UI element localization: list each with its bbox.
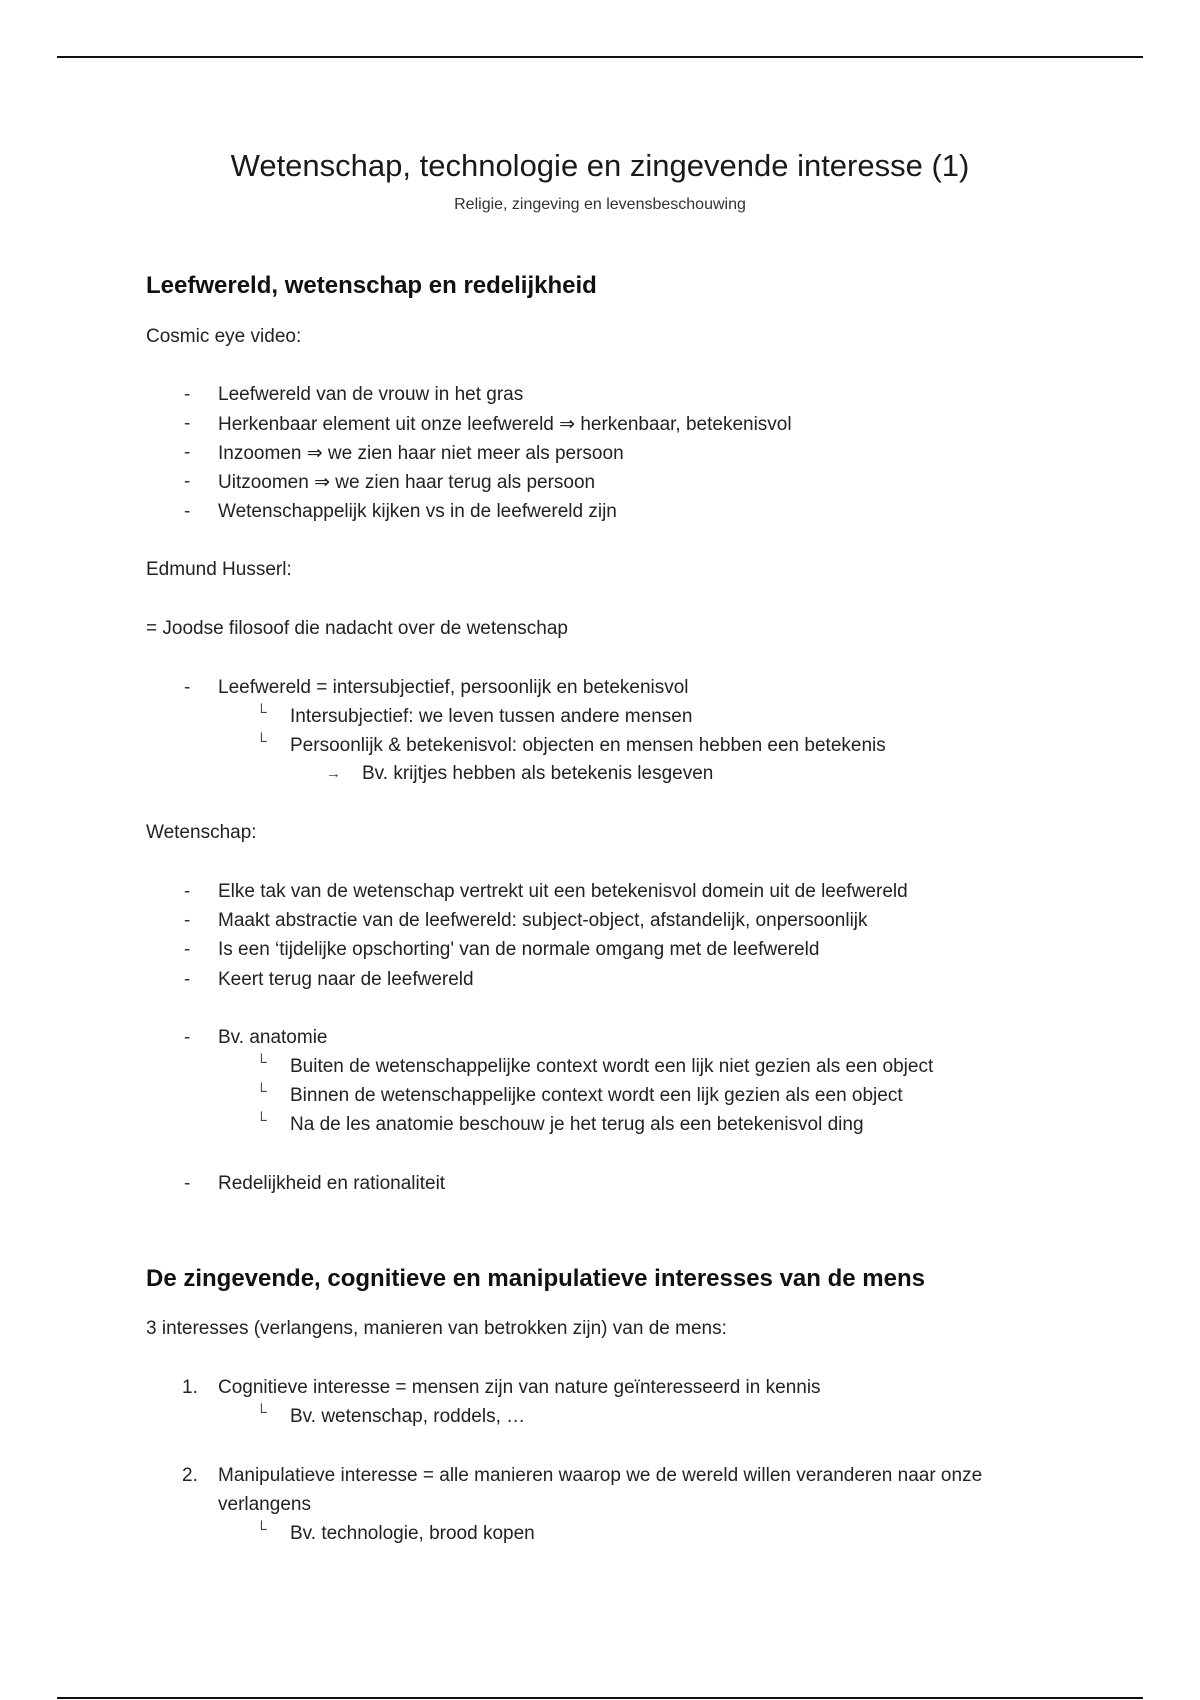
list-item: Leefwereld = intersubjectief, persoonlijk en betekenisvol bbox=[218, 677, 689, 698]
bullet-dash: - bbox=[184, 969, 191, 990]
list-item: Keert terug naar de leefwereld bbox=[218, 969, 474, 990]
page-subtitle: Religie, zingeving en levensbeschouwing bbox=[454, 196, 746, 213]
list-item: Is een ‘tijdelijke opschorting' van de normale omgang met de leefwereld bbox=[218, 939, 820, 960]
sub-bullet-ell: └ bbox=[256, 733, 267, 750]
section-heading-leefwereld: Leefwereld, wetenschap en redelijkheid bbox=[146, 272, 597, 299]
interesses-intro: 3 interesses (verlangens, manieren van betrokken zijn) van de mens: bbox=[146, 1318, 727, 1339]
list-number: 1. bbox=[182, 1377, 198, 1398]
husserl-definition: = Joodse filosoof die nadacht over de wetenschap bbox=[146, 618, 568, 639]
list-item: Elke tak van de wetenschap vertrekt uit een betekenisvol domein uit de leefwereld bbox=[218, 881, 908, 902]
list-item: Uitzoomen ⇒ we zien haar terug als persoon bbox=[218, 472, 596, 493]
bottom-rule bbox=[57, 1697, 1143, 1699]
list-item: Leefwereld van de vrouw in het gras bbox=[218, 384, 524, 405]
list-item: Redelijkheid en rationaliteit bbox=[218, 1173, 446, 1194]
cosmic-eye-label: Cosmic eye video: bbox=[146, 326, 302, 347]
sub-sub-list-item: Bv. krijtjes hebben als betekenis lesgeven bbox=[362, 763, 714, 784]
bullet-dash: - bbox=[184, 413, 191, 434]
sub-list-item: Bv. wetenschap, roddels, … bbox=[290, 1406, 526, 1427]
page-title: Wetenschap, technologie en zingevende interesse (1) bbox=[230, 148, 970, 183]
list-item: Inzoomen ⇒ we zien haar niet meer als persoon bbox=[218, 443, 624, 464]
sub-list-item: Buiten de wetenschappelijke context wordt een lijk niet gezien als een object bbox=[290, 1056, 934, 1077]
sub-list-item: Binnen de wetenschappelijke context wordt een lijk gezien als een object bbox=[290, 1085, 903, 1106]
bullet-dash: - bbox=[184, 501, 191, 522]
list-item: Bv. anatomie bbox=[218, 1027, 328, 1048]
list-item: Wetenschappelijk kijken vs in de leefwereld zijn bbox=[218, 501, 617, 522]
list-number: 2. bbox=[182, 1465, 198, 1486]
arrow-icon: → bbox=[326, 765, 341, 782]
sub-list-item: Bv. technologie, brood kopen bbox=[290, 1523, 535, 1544]
sub-bullet-ell: └ bbox=[256, 1112, 267, 1129]
sub-bullet-ell: └ bbox=[256, 1404, 267, 1421]
sub-bullet-ell: └ bbox=[256, 1054, 267, 1071]
numbered-item-continued: verlangens bbox=[218, 1494, 311, 1515]
bullet-dash: - bbox=[184, 471, 191, 492]
numbered-item: Cognitieve interesse = mensen zijn van nature geïnteresseerd in kennis bbox=[218, 1377, 821, 1398]
sub-bullet-ell: └ bbox=[256, 1083, 267, 1100]
sub-list-item: Persoonlijk & betekenisvol: objecten en mensen hebben een betekenis bbox=[290, 735, 886, 756]
wetenschap-label: Wetenschap: bbox=[146, 822, 257, 843]
bullet-dash: - bbox=[184, 442, 191, 463]
sub-list-item: Intersubjectief: we leven tussen andere mensen bbox=[290, 706, 693, 727]
bullet-dash: - bbox=[184, 910, 191, 931]
sub-bullet-ell: └ bbox=[256, 704, 267, 721]
top-rule bbox=[57, 56, 1143, 58]
sub-list-item: Na de les anatomie beschouw je het terug als een betekenisvol ding bbox=[290, 1114, 864, 1135]
section-heading-interesses: De zingevende, cognitieve en manipulatieve interesses van de mens bbox=[146, 1265, 925, 1292]
bullet-dash: - bbox=[184, 1027, 191, 1048]
bullet-dash: - bbox=[184, 881, 191, 902]
sub-bullet-ell: └ bbox=[256, 1521, 267, 1538]
list-item: Herkenbaar element uit onze leefwereld ⇒ herkenbaar, betekenisvol bbox=[218, 414, 792, 435]
bullet-dash: - bbox=[184, 939, 191, 960]
husserl-label: Edmund Husserl: bbox=[146, 559, 292, 580]
list-item: Maakt abstractie van de leefwereld: subject-object, afstandelijk, onpersoonlijk bbox=[218, 910, 868, 931]
bullet-dash: - bbox=[184, 677, 191, 698]
bullet-dash: - bbox=[184, 1173, 191, 1194]
bullet-dash: - bbox=[184, 384, 191, 405]
numbered-item: Manipulatieve interesse = alle manieren waarop we de wereld willen veranderen naar onze bbox=[218, 1465, 983, 1486]
